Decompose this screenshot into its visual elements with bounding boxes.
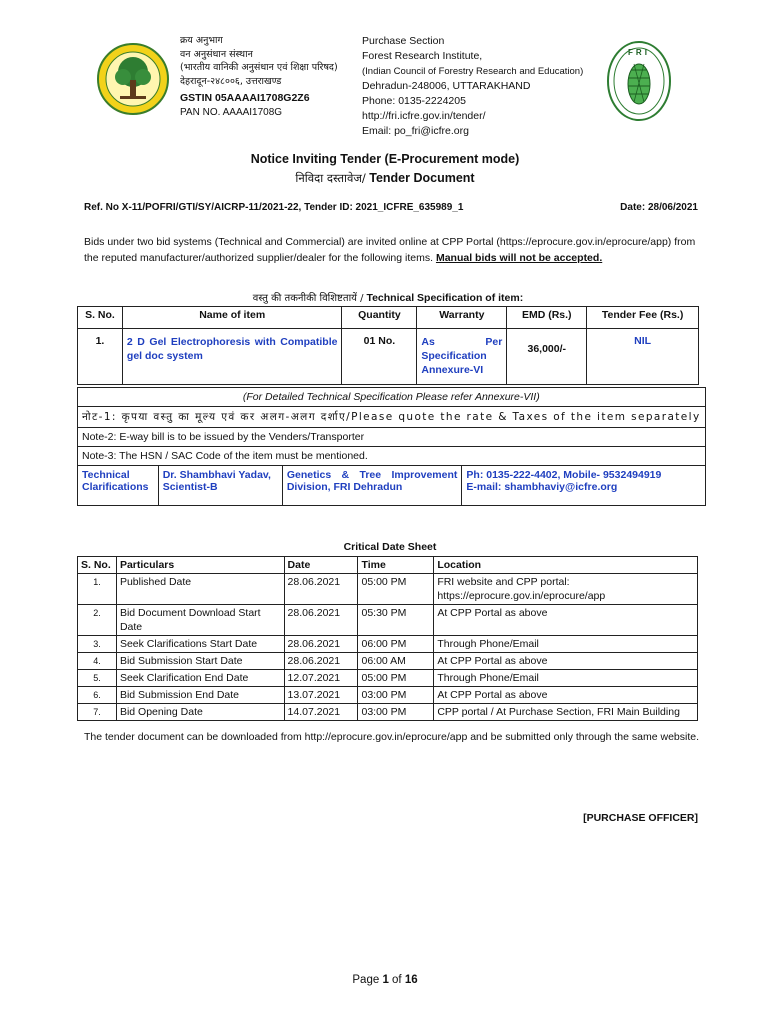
page-of: of: [388, 974, 405, 986]
table-row: [78, 687, 698, 704]
subtitle-english: Tender Document: [365, 171, 475, 185]
tech-division: Genetics & Tree Improvement Division, FRI Dehradun: [282, 466, 462, 506]
cds-time: 03:00 PM: [358, 704, 434, 721]
header-address-line: Forest Research Institute,: [362, 50, 483, 62]
cds-date: 13.07.2021: [284, 687, 358, 704]
header-left-block: [180, 34, 338, 119]
cds-particular: Bid Submission Start Date: [116, 653, 284, 670]
note-3: Note-3: The HSN / SAC Code of the item must be mentioned.: [78, 447, 706, 466]
header-phone: Phone: 0135-2224205: [362, 95, 466, 107]
cds-particular: Seek Clarification End Date: [116, 670, 284, 687]
table-row: [78, 670, 698, 687]
reference-number: Ref. No X-11/POFRI/GTI/SY/AICRP-11/2021-22, Tender ID: 2021_ICFRE_635989_1: [84, 202, 464, 213]
cds-time: 05:00 PM: [358, 574, 434, 605]
cds-particular: Bid Opening Date: [116, 704, 284, 721]
cds-location: At CPP Portal as above: [434, 687, 698, 704]
cds-date: 14.07.2021: [284, 704, 358, 721]
table-row: [78, 574, 698, 605]
spec-header-fee: Tender Fee (Rs.): [587, 307, 699, 329]
tech-phone: Ph: 0135-222-4402, Mobile- 9532494919: [466, 469, 662, 481]
cds-location: CPP portal / At Purchase Section, FRI Main Building: [434, 704, 698, 721]
cds-particular: Bid Submission End Date: [116, 687, 284, 704]
spec-table: [77, 306, 699, 385]
fri-pinecone-logo-icon: [606, 40, 672, 122]
cds-sno: 3.: [78, 636, 117, 653]
page-current: 1: [382, 974, 389, 986]
spec-row-fee: NIL: [587, 329, 699, 385]
cds-time: 05:30 PM: [358, 605, 434, 636]
table-row: [78, 653, 698, 670]
cds-location: At CPP Portal as above: [434, 653, 698, 670]
cds-date: 28.06.2021: [284, 653, 358, 670]
bids-text: Bids under two bid systems (Technical and Commercial) are invited online at CPP Portal (https://eprocure.gov.in/eprocure/app) from the reputed manufacturer/authorized supplier/dealer for the following items.: [84, 236, 696, 264]
spec-header-emd: EMD (Rs.): [507, 307, 587, 329]
header-address-line: (Indian Council of Forestry Research and Education): [362, 66, 584, 77]
tech-contact-info: [462, 466, 705, 506]
page-prefix: Page: [352, 974, 383, 986]
cds-time: 03:00 PM: [358, 687, 434, 704]
cds-header-date: Date: [284, 557, 358, 574]
manual-bids-warning: Manual bids will not be accepted.: [435, 252, 603, 264]
spec-header-sno: S. No.: [78, 307, 123, 329]
cds-location: Through Phone/Email: [434, 670, 698, 687]
cds-location: FRI website and CPP portal: https://eprocure.gov.in/eprocure/app: [434, 574, 698, 605]
document-title: Notice Inviting Tender (E-Procurement mode): [250, 152, 520, 166]
spec-row-name: 2 D Gel Electrophoresis with Compatible gel doc system: [122, 329, 342, 385]
tech-clarifications-label: Technical Clarifications: [78, 466, 159, 506]
cds-particular: Published Date: [116, 574, 284, 605]
cds-header-time: Time: [358, 557, 434, 574]
cds-sno: 1.: [78, 574, 117, 605]
header-hindi-line: (भारतीय वानिकी अनुसंधान एवं शिक्षा परिषद): [180, 62, 338, 73]
subtitle-hindi: निविदा दस्तावेज/: [295, 171, 366, 185]
page-number: [0, 974, 770, 986]
cds-sno: 2.: [78, 605, 117, 636]
tech-email: E-mail: shambhaviy@icfre.org: [466, 481, 618, 493]
bids-paragraph: [84, 234, 704, 266]
cds-sno: 4.: [78, 653, 117, 670]
header-hindi-line: वन अनुसंधान संस्थान: [180, 48, 253, 60]
detail-spec-note: (For Detailed Technical Specification Please refer Annexure-VII): [78, 388, 706, 407]
critical-date-table: [77, 556, 698, 721]
icfre-tree-logo-icon: [96, 42, 170, 116]
cds-location: At CPP Portal as above: [434, 605, 698, 636]
spec-caption-english: Technical Specification of item:: [366, 292, 524, 304]
cds-sno: 5.: [78, 670, 117, 687]
spec-header-qty: Quantity: [342, 307, 417, 329]
header-hindi-line: देहरादून-२४८००६, उत्तराखण्ड: [180, 75, 282, 87]
cds-header-sno: S. No.: [78, 557, 117, 574]
cds-location: Through Phone/Email: [434, 636, 698, 653]
header-email: Email: po_fri@icfre.org: [362, 125, 469, 137]
cds-date: 12.07.2021: [284, 670, 358, 687]
gstin: GSTIN 05AAAAI1708G2Z6: [180, 92, 310, 104]
cds-particular: Bid Document Download Start Date: [116, 605, 284, 636]
cds-sno: 6.: [78, 687, 117, 704]
header-address-line: Purchase Section: [362, 35, 445, 47]
note-1: नोट-1: कृपया वस्तु का मूल्य एवं कर अलग-अलग दर्शाए/Please quote the rate & Taxes of the item separately: [78, 407, 706, 428]
table-row: [78, 605, 698, 636]
page-total: 16: [404, 974, 418, 986]
download-paragraph: The tender document can be downloaded from http://eprocure.gov.in/eprocure/app and be submitted only through the same website.: [84, 731, 700, 743]
spec-row-emd: 36,000/-: [507, 329, 587, 385]
cds-time: 06:00 PM: [358, 636, 434, 653]
cds-date: 28.06.2021: [284, 636, 358, 653]
spec-row-sno: 1.: [78, 329, 123, 385]
critical-date-sheet-title: Critical Date Sheet: [343, 541, 437, 553]
spec-caption-hindi: वस्तु की तकनीकी विशिष्टतायें /: [252, 293, 364, 304]
spec-row-qty: 01 No.: [342, 329, 417, 385]
spec-header-name: Name of item: [122, 307, 342, 329]
cds-sno: 7.: [78, 704, 117, 721]
cds-date: 28.06.2021: [284, 574, 358, 605]
pan-number: PAN NO. AAAAI1708G: [180, 106, 283, 118]
document-subtitle: [0, 171, 770, 186]
header-right-block: [362, 34, 583, 139]
header-website: http://fri.icfre.gov.in/tender/: [362, 110, 486, 122]
cds-time: 06:00 AM: [358, 653, 434, 670]
header-address-line: Dehradun-248006, UTTARAKHAND: [362, 80, 531, 92]
tech-contact-person: Dr. Shambhavi Yadav, Scientist-B: [158, 466, 282, 506]
header-hindi-line: क्रय अनुभाग: [180, 35, 223, 46]
notes-table: [77, 387, 706, 506]
cds-header-location: Location: [434, 557, 698, 574]
purchase-officer-signature: [PURCHASE OFFICER]: [583, 812, 698, 824]
cds-time: 05:00 PM: [358, 670, 434, 687]
cds-header-particulars: Particulars: [116, 557, 284, 574]
table-row: [78, 704, 698, 721]
spec-caption: [77, 290, 699, 304]
cds-date: 28.06.2021: [284, 605, 358, 636]
table-row: [78, 636, 698, 653]
cds-particular: Seek Clarifications Start Date: [116, 636, 284, 653]
note-2: Note-2: E-way bill is to be issued by the Venders/Transporter: [78, 428, 706, 447]
spec-row-warranty: As Per Specification Annexure-VI: [417, 329, 507, 385]
document-date: Date: 28/06/2021: [620, 202, 698, 213]
fri-logo-text: FRI: [628, 48, 650, 57]
spec-header-warranty: Warranty: [417, 307, 507, 329]
